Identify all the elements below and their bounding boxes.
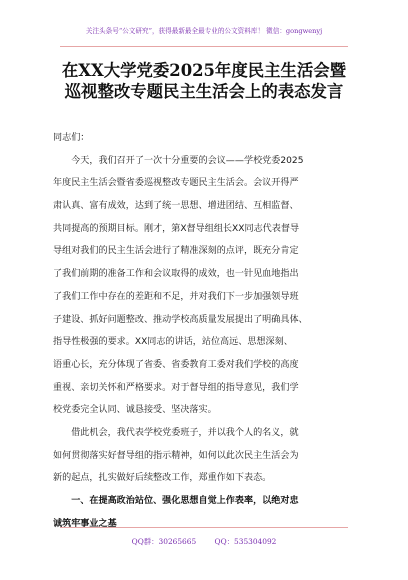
- body-line: 今天，我们召开了一次十分重要的会议——学校党委2025: [53, 155, 304, 166]
- body-line: 共同提高的预期目标。刚才，第X督导组组长XX同志代表督导: [53, 223, 300, 234]
- section-heading-line: 一、在提高政治站位、强化思想自觉上作表率，以绝对忠: [53, 496, 299, 506]
- header-promo-note: 关注头条号“公文研究”，获得最新最全最专业的公文资料库！ 微信：gongwenyj: [85, 27, 323, 35]
- salutation: 同志们：: [53, 133, 90, 143]
- body-line: 年度民主生活会暨省委巡视整改专题民主生活会。会议开得严: [53, 178, 299, 189]
- body-line: 语重心长，充分体现了省委、省委教育工委对我们学校的高度: [53, 359, 299, 370]
- footer-qq-group: QQ群：30265665: [131, 537, 197, 546]
- body-line: 校党委完全认同、诚恳接受、坚决落实。: [53, 405, 217, 416]
- body-line: 肃认真、富有成效，达到了统一思想、增进团结、互相监督、: [53, 201, 299, 212]
- title-line-1: 在XX大学党委2025年度民主生活会暨: [61, 61, 347, 80]
- body-line: 了我们前期的准备工作和会议取得的成效，也一针见血地指出: [53, 269, 299, 280]
- body-line: 借此机会，我代表学校党委班子，并以我个人的名义，就: [53, 427, 299, 438]
- body-line: 重视、亲切关怀和严格要求。对于督导组的指导意见，我们学: [53, 382, 299, 393]
- body-line: 子建设、抓好问题整改、推动学校高质量发展提出了明确具体、: [53, 314, 308, 325]
- footer-contact: [0, 536, 408, 547]
- footer-divider: [60, 527, 348, 528]
- body-line: 指导性极强的要求。XX同志的讲话，站位高远、思想深刻、: [53, 337, 293, 348]
- body-line: 导组对我们的民主生活会进行了精准深刻的点评，既充分肯定: [53, 246, 299, 257]
- footer-qq: QQ：535304092: [214, 537, 277, 546]
- body-line: 了我们工作中存在的差距和不足，并对我们下一步加强领导班: [53, 291, 299, 302]
- body-line: 新的起点，扎实做好后续整改工作，郑重作如下表态。: [53, 473, 272, 484]
- header-divider: [60, 46, 348, 47]
- document-title: [40, 60, 368, 102]
- section-heading-line: 诚筑牢事业之基: [53, 518, 117, 529]
- document-body: [53, 127, 359, 535]
- body-line: 如何贯彻落实好督导组的指示精神，如何以此次民主生活会为: [53, 450, 299, 461]
- title-line-2: 巡视整改专题民主生活会上的表态发言: [64, 82, 344, 101]
